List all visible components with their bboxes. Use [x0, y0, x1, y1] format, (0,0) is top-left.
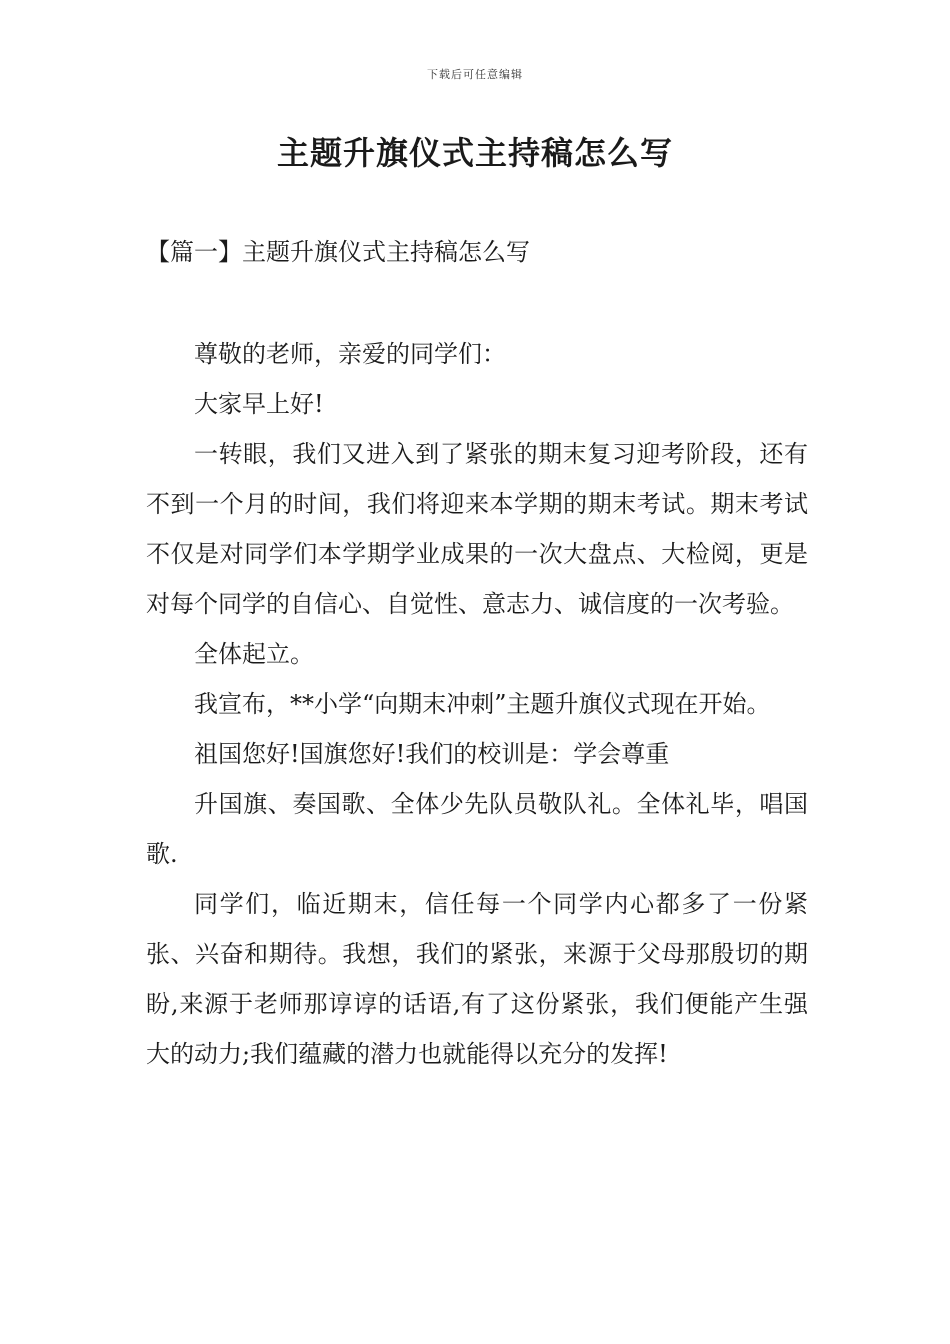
body-text — [146, 329, 808, 1079]
paragraph: 一转眼，我们又进入到了紧张的期末复习迎考阶段，还有不到一个月的时间，我们将迎来本学期的期末考试。期末考试不仅是对同学们本学期学业成果的一次大盘点、大检阅，更是对每个同学的自信心、自觉性、意志力、诚信度的一次考验。 — [146, 440, 808, 618]
paragraph: 同学们，临近期末，信任每一个同学内心都多了一份紧张、兴奋和期待。我想，我们的紧张，来源于父母那殷切的期盼,来源于老师那谆谆的话语,有了这份紧张，我们便能产生强大的动力;我们蕴藏的潜力也就能得以充分的发挥! — [146, 890, 808, 1068]
paragraph: 我宣布，**小学“向期末冲刺”主题升旗仪式现在开始。 — [194, 690, 771, 718]
paragraph: 全体起立。 — [194, 640, 314, 668]
header-note: 下载后可任意编辑 — [427, 68, 523, 81]
paragraph: 祖国您好!国旗您好!我们的校训是：学会尊重 — [194, 740, 670, 768]
paragraph: 大家早上好! — [194, 390, 324, 418]
paragraph: 升国旗、奏国歌、全体少先队员敬队礼。全体礼毕，唱国歌. — [146, 790, 808, 868]
document-title: 主题升旗仪式主持稿怎么写 — [276, 134, 673, 172]
section-heading: 【篇一】主题升旗仪式主持稿怎么写 — [146, 238, 530, 266]
paragraph: 尊敬的老师，亲爱的同学们： — [194, 340, 506, 368]
